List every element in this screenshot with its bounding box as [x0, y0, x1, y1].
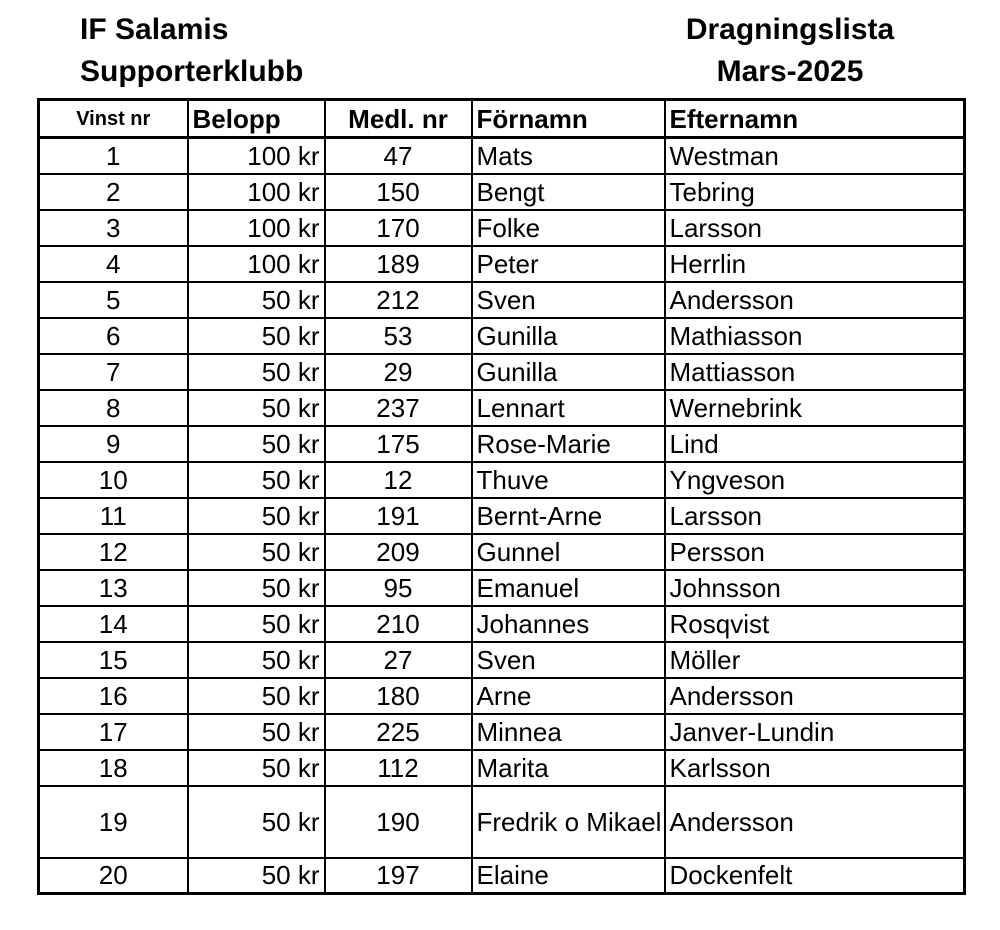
cell-belopp: 50 kr — [188, 714, 325, 750]
cell-medl-nr: 29 — [325, 354, 472, 390]
cell-vinst-nr: 6 — [39, 318, 188, 354]
cell-fornamn: Bengt — [472, 174, 665, 210]
cell-vinst-nr: 16 — [39, 678, 188, 714]
column-header-belopp: Belopp — [188, 100, 325, 138]
cell-efternamn: Karlsson — [665, 750, 965, 786]
cell-fornamn: Johannes — [472, 606, 665, 642]
table-row — [39, 570, 965, 606]
cell-medl-nr: 27 — [325, 642, 472, 678]
cell-belopp: 50 kr — [188, 570, 325, 606]
cell-vinst-nr: 14 — [39, 606, 188, 642]
table-row — [39, 426, 965, 462]
cell-belopp: 50 kr — [188, 282, 325, 318]
cell-belopp: 50 kr — [188, 318, 325, 354]
cell-fornamn: Lennart — [472, 390, 665, 426]
cell-belopp: 50 kr — [188, 534, 325, 570]
cell-fornamn: Gunnel — [472, 534, 665, 570]
cell-belopp: 50 kr — [188, 462, 325, 498]
cell-efternamn: Mathiasson — [665, 318, 965, 354]
cell-vinst-nr: 10 — [39, 462, 188, 498]
list-title-line1: Dragningslista — [685, 13, 895, 46]
cell-efternamn: Andersson — [665, 678, 965, 714]
table-row — [39, 858, 965, 894]
cell-efternamn: Lind — [665, 426, 965, 462]
cell-belopp: 50 kr — [188, 786, 325, 858]
cell-medl-nr: 210 — [325, 606, 472, 642]
cell-medl-nr: 191 — [325, 498, 472, 534]
cell-belopp: 50 kr — [188, 426, 325, 462]
cell-fornamn: Rose-Marie — [472, 426, 665, 462]
cell-medl-nr: 190 — [325, 786, 472, 858]
cell-medl-nr: 237 — [325, 390, 472, 426]
cell-medl-nr: 112 — [325, 750, 472, 786]
table-row — [39, 786, 965, 858]
cell-medl-nr: 150 — [325, 174, 472, 210]
cell-vinst-nr: 20 — [39, 858, 188, 894]
cell-efternamn: Janver-Lundin — [665, 714, 965, 750]
cell-vinst-nr: 13 — [39, 570, 188, 606]
table-row — [39, 246, 965, 282]
cell-vinst-nr: 11 — [39, 498, 188, 534]
cell-medl-nr: 225 — [325, 714, 472, 750]
cell-vinst-nr: 3 — [39, 210, 188, 246]
table-row — [39, 678, 965, 714]
table-row — [39, 354, 965, 390]
cell-belopp: 100 kr — [188, 246, 325, 282]
table-row — [39, 318, 965, 354]
table-row — [39, 210, 965, 246]
cell-fornamn: Elaine — [472, 858, 665, 894]
cell-efternamn: Yngveson — [665, 462, 965, 498]
cell-vinst-nr: 9 — [39, 426, 188, 462]
cell-belopp: 50 kr — [188, 678, 325, 714]
column-header-fornamn: Förnamn — [472, 100, 665, 138]
cell-medl-nr: 53 — [325, 318, 472, 354]
cell-medl-nr: 175 — [325, 426, 472, 462]
club-name-line1: IF Salamis — [80, 13, 229, 46]
cell-medl-nr: 212 — [325, 282, 472, 318]
cell-fornamn: Gunilla — [472, 354, 665, 390]
cell-vinst-nr: 12 — [39, 534, 188, 570]
cell-belopp: 100 kr — [188, 138, 325, 174]
table-row — [39, 174, 965, 210]
cell-vinst-nr: 5 — [39, 282, 188, 318]
cell-belopp: 100 kr — [188, 210, 325, 246]
cell-vinst-nr: 15 — [39, 642, 188, 678]
cell-fornamn: Peter — [472, 246, 665, 282]
cell-fornamn: Fredrik o Mikael — [472, 786, 665, 858]
table-row — [39, 750, 965, 786]
cell-fornamn: Marita — [472, 750, 665, 786]
cell-efternamn: Tebring — [665, 174, 965, 210]
cell-belopp: 50 kr — [188, 858, 325, 894]
cell-fornamn: Bernt-Arne — [472, 498, 665, 534]
column-header-vinst-nr: Vinst nr — [39, 100, 188, 138]
cell-medl-nr: 12 — [325, 462, 472, 498]
table-row — [39, 462, 965, 498]
cell-efternamn: Westman — [665, 138, 965, 174]
cell-efternamn: Andersson — [665, 282, 965, 318]
cell-efternamn: Andersson — [665, 786, 965, 858]
cell-belopp: 50 kr — [188, 390, 325, 426]
cell-medl-nr: 180 — [325, 678, 472, 714]
cell-fornamn: Sven — [472, 282, 665, 318]
cell-medl-nr: 95 — [325, 570, 472, 606]
table-row — [39, 606, 965, 642]
cell-fornamn: Emanuel — [472, 570, 665, 606]
cell-efternamn: Mattiasson — [665, 354, 965, 390]
column-header-efternamn: Efternamn — [665, 100, 965, 138]
cell-vinst-nr: 17 — [39, 714, 188, 750]
cell-vinst-nr: 2 — [39, 174, 188, 210]
cell-belopp: 50 kr — [188, 354, 325, 390]
table-row — [39, 642, 965, 678]
cell-vinst-nr: 7 — [39, 354, 188, 390]
table-row — [39, 534, 965, 570]
club-name-line2: Supporterklubb — [80, 55, 304, 88]
cell-efternamn: Dockenfelt — [665, 858, 965, 894]
cell-efternamn: Herrlin — [665, 246, 965, 282]
list-title — [640, 12, 940, 96]
table-row — [39, 714, 965, 750]
cell-efternamn: Larsson — [665, 498, 965, 534]
cell-belopp: 50 kr — [188, 498, 325, 534]
cell-fornamn: Minnea — [472, 714, 665, 750]
draw-results-table — [37, 98, 966, 895]
cell-fornamn: Gunilla — [472, 318, 665, 354]
table-row — [39, 282, 965, 318]
cell-fornamn: Thuve — [472, 462, 665, 498]
club-title — [80, 12, 303, 96]
cell-medl-nr: 189 — [325, 246, 472, 282]
table-header-row — [39, 100, 965, 138]
cell-efternamn: Larsson — [665, 210, 965, 246]
cell-medl-nr: 170 — [325, 210, 472, 246]
table-row — [39, 390, 965, 426]
list-title-line2: Mars-2025 — [716, 55, 864, 88]
cell-medl-nr: 47 — [325, 138, 472, 174]
cell-efternamn: Rosqvist — [665, 606, 965, 642]
cell-vinst-nr: 18 — [39, 750, 188, 786]
cell-fornamn: Sven — [472, 642, 665, 678]
cell-fornamn: Folke — [472, 210, 665, 246]
cell-fornamn: Arne — [472, 678, 665, 714]
cell-belopp: 100 kr — [188, 174, 325, 210]
cell-vinst-nr: 8 — [39, 390, 188, 426]
cell-fornamn: Mats — [472, 138, 665, 174]
cell-belopp: 50 kr — [188, 606, 325, 642]
column-header-medl-nr: Medl. nr — [325, 100, 472, 138]
cell-vinst-nr: 4 — [39, 246, 188, 282]
cell-efternamn: Wernebrink — [665, 390, 965, 426]
cell-efternamn: Persson — [665, 534, 965, 570]
cell-medl-nr: 209 — [325, 534, 472, 570]
cell-vinst-nr: 1 — [39, 138, 188, 174]
cell-belopp: 50 kr — [188, 642, 325, 678]
cell-efternamn: Möller — [665, 642, 965, 678]
table-row — [39, 498, 965, 534]
cell-vinst-nr: 19 — [39, 786, 188, 858]
cell-efternamn: Johnsson — [665, 570, 965, 606]
cell-belopp: 50 kr — [188, 750, 325, 786]
table-row — [39, 138, 965, 174]
cell-medl-nr: 197 — [325, 858, 472, 894]
